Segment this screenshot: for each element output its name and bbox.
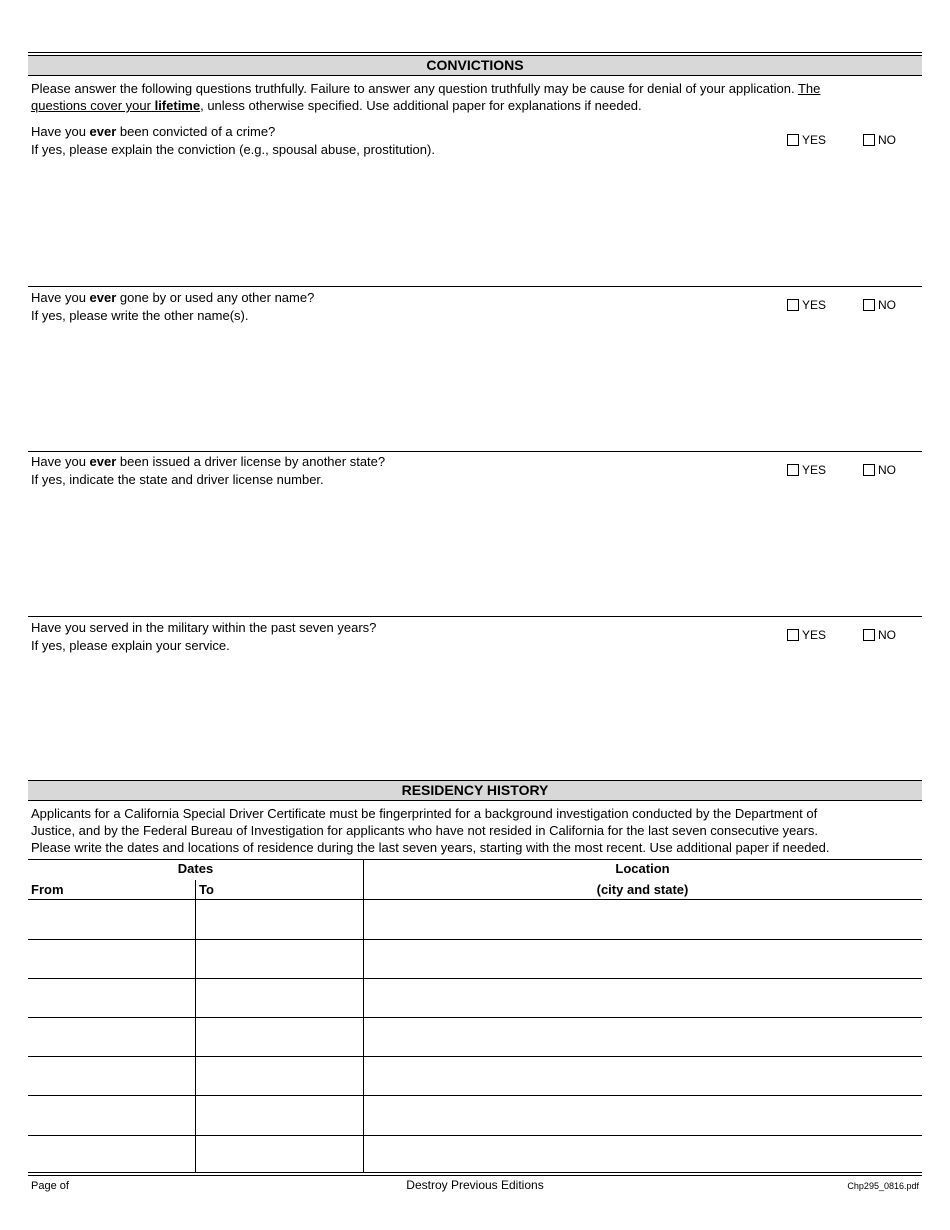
question-subtext: If yes, please explain your service.	[31, 638, 230, 653]
location-field-6[interactable]	[364, 1096, 922, 1134]
license-no-checkbox[interactable]	[863, 463, 896, 477]
other-name-no-checkbox[interactable]	[863, 298, 896, 312]
military-yes-checkbox[interactable]	[787, 628, 826, 642]
table-bottom-rule	[28, 1175, 922, 1176]
question-text: gone by or used any other name?	[116, 290, 315, 305]
question-subtext: If yes, please write the other name(s).	[31, 308, 249, 323]
checkbox-label: NO	[878, 463, 896, 477]
question-text: been issued a driver license by another state?	[116, 454, 386, 469]
checkbox-box[interactable]	[787, 464, 799, 476]
location-field-4[interactable]	[364, 1018, 922, 1056]
checkbox-box[interactable]	[863, 629, 875, 641]
question-bold: ever	[89, 290, 117, 305]
header-location: Location	[615, 861, 670, 876]
to-field-6[interactable]	[196, 1096, 363, 1134]
from-field-1[interactable]	[28, 900, 195, 938]
military-no-checkbox[interactable]	[863, 628, 896, 642]
divider	[28, 286, 922, 287]
checkbox-box[interactable]	[863, 134, 875, 146]
form-code: Chp295_0816.pdf	[847, 1181, 919, 1191]
to-field-3[interactable]	[196, 979, 363, 1017]
checkbox-label: YES	[802, 133, 827, 147]
conviction-no-checkbox[interactable]	[863, 133, 896, 147]
conviction-yes-checkbox[interactable]	[787, 133, 826, 147]
intro-text: , unless otherwise specified. Use additional paper for explanations if needed.	[200, 98, 642, 113]
other-name-yes-checkbox[interactable]	[787, 298, 826, 312]
question-text: Have you	[31, 290, 90, 305]
checkbox-box[interactable]	[787, 629, 799, 641]
checkbox-label: NO	[878, 298, 896, 312]
header-dates: Dates	[177, 861, 214, 876]
to-field-5[interactable]	[196, 1057, 363, 1095]
question-text: been convicted of a crime?	[116, 124, 276, 139]
header-from: From	[31, 882, 64, 897]
question-subtext: If yes, please explain the conviction (e.g., spousal abuse, prostitution).	[31, 142, 435, 157]
checkbox-box[interactable]	[863, 299, 875, 311]
from-field-6[interactable]	[28, 1096, 195, 1134]
question-other-name	[31, 289, 771, 325]
from-field-7[interactable]	[28, 1136, 195, 1174]
question-military	[31, 619, 771, 655]
checkbox-label: YES	[802, 628, 827, 642]
question-text: Have you	[31, 124, 90, 139]
checkbox-label: NO	[878, 628, 896, 642]
from-field-3[interactable]	[28, 979, 195, 1017]
question-bold: ever	[89, 124, 117, 139]
footer-notice: Destroy Previous Editions	[406, 1178, 544, 1192]
intro-underlined: The	[797, 81, 821, 96]
question-text: Have you	[31, 454, 90, 469]
location-field-2[interactable]	[364, 940, 922, 978]
question-bold: ever	[89, 454, 117, 469]
convictions-header: CONVICTIONS	[28, 55, 922, 76]
divider	[28, 616, 922, 617]
residency-intro	[31, 805, 919, 856]
question-other-license	[31, 453, 771, 489]
intro-text: Please answer the following questions truthfully. Failure to answer any question truthfully may be cause for denial of your application.	[31, 81, 798, 96]
location-field-5[interactable]	[364, 1057, 922, 1095]
to-field-1[interactable]	[196, 900, 363, 938]
to-field-2[interactable]	[196, 940, 363, 978]
checkbox-box[interactable]	[787, 134, 799, 146]
checkbox-label: YES	[802, 463, 827, 477]
from-field-5[interactable]	[28, 1057, 195, 1095]
intro-line: Justice, and by the Federal Bureau of Investigation for applicants who have not resided in California for the last seven consecutive years.	[31, 823, 818, 838]
table-top-rule	[28, 859, 922, 860]
header-to: To	[199, 882, 214, 897]
location-field-1[interactable]	[364, 900, 922, 938]
checkbox-label: YES	[802, 298, 827, 312]
to-field-4[interactable]	[196, 1018, 363, 1056]
question-subtext: If yes, indicate the state and driver license number.	[31, 472, 324, 487]
checkbox-box[interactable]	[787, 299, 799, 311]
header-location-sub: (city and state)	[596, 882, 689, 897]
license-yes-checkbox[interactable]	[787, 463, 826, 477]
location-field-7[interactable]	[364, 1136, 922, 1174]
intro-line: Applicants for a California Special Driver Certificate must be fingerprinted for a background investigation conducted by the Department of	[31, 806, 818, 821]
from-field-2[interactable]	[28, 940, 195, 978]
from-field-4[interactable]	[28, 1018, 195, 1056]
checkbox-box[interactable]	[863, 464, 875, 476]
intro-line: Please write the dates and locations of residence during the last seven years, starting with the most recent. Use additional paper if needed.	[31, 840, 830, 855]
question-text: Have you served in the military within the past seven years?	[31, 620, 377, 635]
top-rule	[28, 52, 922, 53]
question-conviction	[31, 123, 771, 159]
location-field-3[interactable]	[364, 979, 922, 1017]
divider	[28, 451, 922, 452]
intro-underlined-bold: lifetime	[154, 98, 201, 113]
convictions-intro	[31, 80, 919, 114]
intro-underlined: questions cover your	[31, 98, 155, 113]
page-number: Page of	[31, 1180, 69, 1192]
checkbox-label: NO	[878, 133, 896, 147]
to-field-7[interactable]	[196, 1136, 363, 1174]
residency-header: RESIDENCY HISTORY	[28, 780, 922, 801]
